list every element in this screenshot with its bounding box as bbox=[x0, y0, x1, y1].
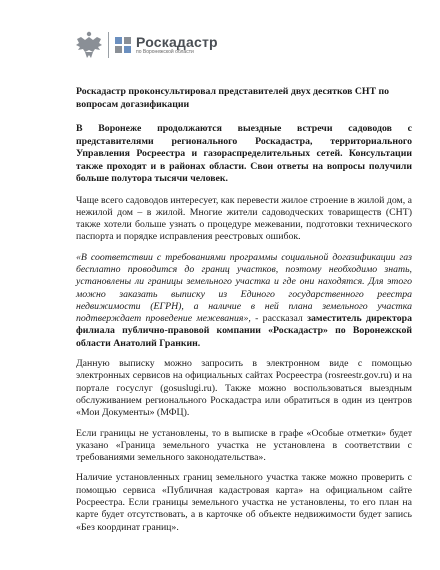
header-divider bbox=[108, 32, 109, 58]
brand-name: Роскадастр bbox=[136, 33, 218, 50]
article-title: Роскадастр проконсультировал представителей двух десятков СНТ по вопросам догазификации bbox=[76, 86, 390, 110]
paragraph-2: Данную выписку можно запросить в электронном виде с помощью электронных сервисов на официальных сайтах Росреестра (rosreestr.gov.ru) и на портале госуслуг (gosuslugi.ru). Также можно воспользоваться выездным обслуживанием регионального Роскадастра или обратиться в один из центров «Мои Документы» (МФЦ). bbox=[76, 358, 412, 419]
article-lead: В Воронеже продолжаются выездные встречи садоводов с представителями регионального Роскадастра, территориального Управления Росреестра и газораспределительных сетей. Консультации также проходят и в районах области. Свои ответы на вопросы получили больше полутора тысячи человек. bbox=[76, 123, 412, 184]
double-headed-eagle-icon bbox=[76, 30, 102, 60]
brand-subtitle: по Воронежской области bbox=[136, 48, 194, 55]
quote-said: - рассказал bbox=[250, 313, 308, 325]
letterhead bbox=[76, 30, 218, 60]
paragraph-1: Чаще всего садоводов интересует, как перевести жилое строение в жилой дом, а нежилой дом – в жилой. Многие жители садоводческих товариществ (СНТ) также хотели больше узнать о процедуре межевании, подготовки технического паспорта и порядке исправления реестровых ошибок. bbox=[76, 194, 412, 243]
roskadastr-logo-icon bbox=[115, 37, 131, 53]
quote-author: заместитель директора филиала публично-правовой компании «Роскадастр» по Воронежской области Анатолий Гранкин. bbox=[76, 313, 412, 349]
quote-paragraph bbox=[76, 252, 412, 350]
paragraph-3: Если границы не установлены, то в выписке в графе «Особые отметки» будет указано «Граница земельного участка не установлена в соответствии с требованиями земельного законодательства». bbox=[76, 427, 412, 464]
article bbox=[76, 86, 412, 542]
quote-text: «В соответствии с требованиями программы социальной догазификации газ бесплатно проводится до границ участков, поэтому необходимо знать, установлены ли границы земельного участка и где они находятся. Для этого можно заказать выписку из Единого государственного реестра недвижимости (ЕГРН), а наличие в ней плана земельного участка подтверждает проведение межевания», bbox=[76, 251, 412, 325]
brand-block bbox=[136, 35, 218, 56]
paragraph-4: Наличие установленных границ земельного участка также можно проверить с помощью сервиса «Публичная кадастровая карта» на официальном сайте Росреестра. Если границы земельного участка не установлены, то его план на карте будет отсутствовать, а в карточке об объекте недвижимости будет запись «Без координат границ». bbox=[76, 472, 412, 533]
